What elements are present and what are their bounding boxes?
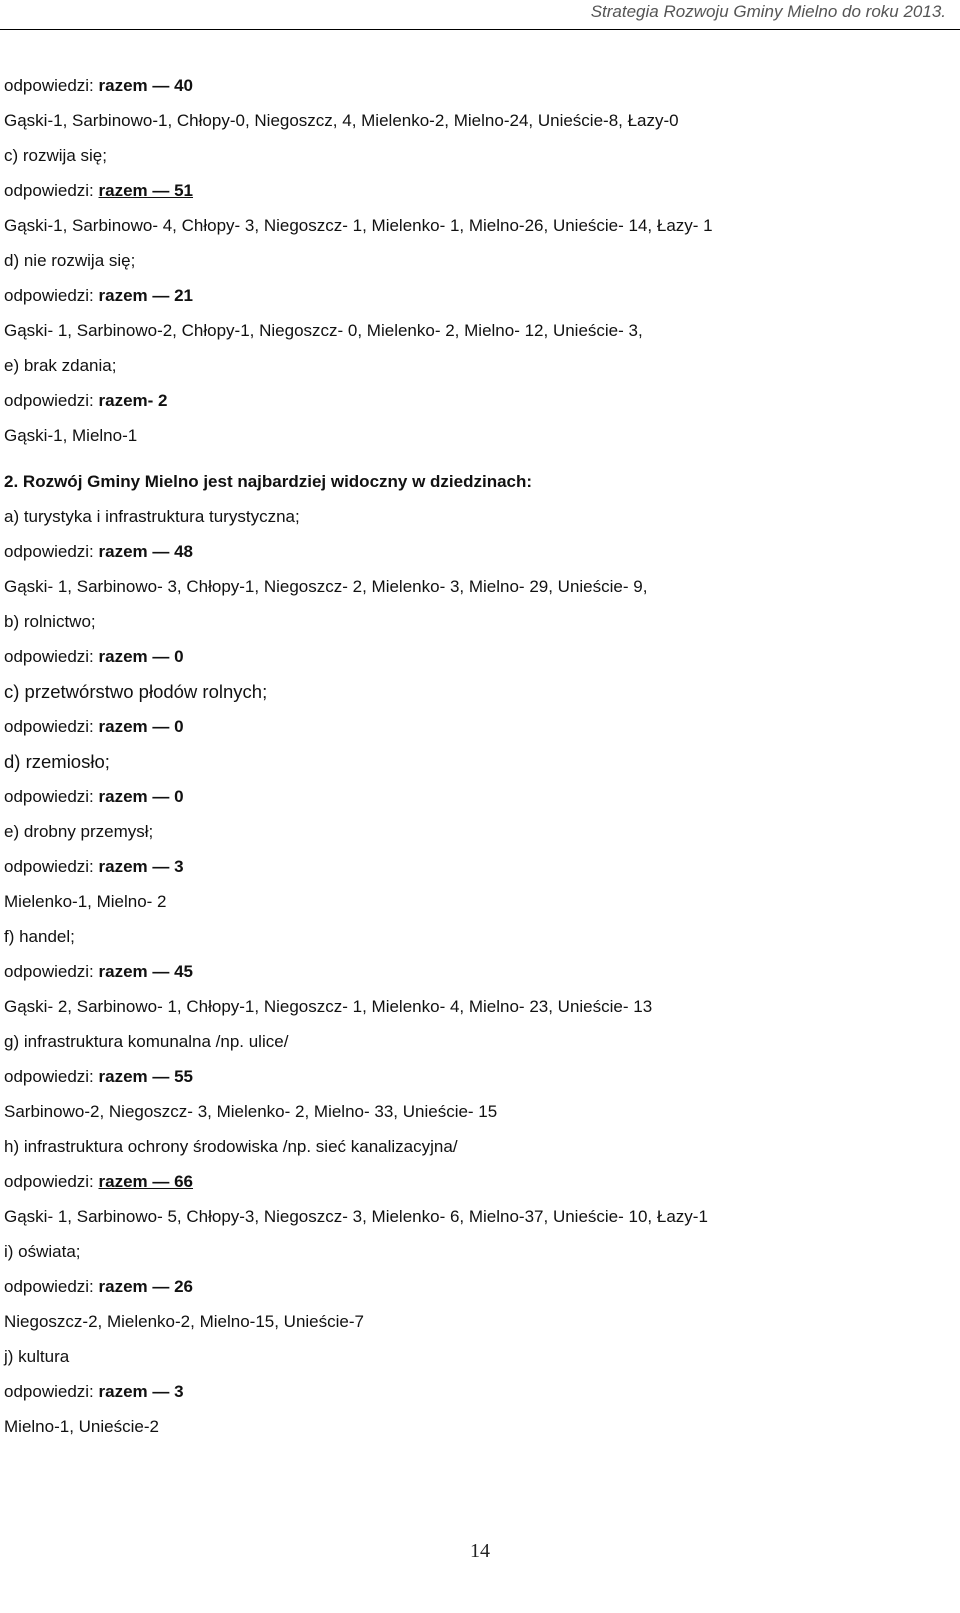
text-line: Gąski- 1, Sarbinowo- 3, Chłopy-1, Niegoszcz- 2, Mielenko- 3, Mielno- 29, Unieście- 9, — [4, 577, 648, 596]
text-line: Gąski-1, Sarbinowo-1, Chłopy-0, Niegoszcz, 4, Mielenko-2, Mielno-24, Unieście-8, Łazy-0 — [4, 111, 679, 130]
response-total: razem — 55 — [98, 1067, 194, 1086]
text-line: e) brak zdania; — [4, 356, 117, 375]
text-line: i) oświata; — [4, 1242, 81, 1261]
response-total-line — [4, 779, 944, 814]
question-number: 2. — [4, 472, 19, 491]
response-total-line — [4, 1269, 944, 1304]
response-label: odpowiedzi: — [4, 181, 94, 200]
response-total: razem — 21 — [98, 286, 194, 305]
response-total-line — [4, 278, 944, 313]
document-title: Strategia Rozwoju Gminy Mielno do roku 2013. — [590, 2, 946, 21]
text-line: a) turystyka i infrastruktura turystyczna; — [4, 507, 300, 526]
response-total-line — [4, 1164, 944, 1199]
text-line: c) rozwija się; — [4, 146, 107, 165]
response-label: odpowiedzi: — [4, 1172, 94, 1191]
response-total-line — [4, 849, 944, 884]
response-total: razem — 0 — [98, 647, 184, 666]
response-label: odpowiedzi: — [4, 391, 94, 410]
text-line: Gąski- 1, Sarbinowo-2, Chłopy-1, Niegoszcz- 0, Mielenko- 2, Mielno- 12, Unieście- 3, — [4, 321, 643, 340]
response-label: odpowiedzi: — [4, 542, 94, 561]
question-text: Rozwój Gminy Mielno jest najbardziej widoczny w dziedzinach: — [22, 472, 533, 491]
response-total: razem- 2 — [98, 391, 168, 410]
text-line: e) drobny przemysł; — [4, 822, 154, 841]
response-label: odpowiedzi: — [4, 1067, 94, 1086]
response-label: odpowiedzi: — [4, 286, 94, 305]
response-total-line — [4, 68, 944, 103]
response-total: razem — 51 — [98, 181, 194, 200]
response-label: odpowiedzi: — [4, 962, 94, 981]
text-line: d) rzemiosło; — [4, 751, 110, 772]
response-total-line — [4, 1059, 944, 1094]
text-line: g) infrastruktura komunalna /np. ulice/ — [4, 1032, 289, 1051]
document-body — [4, 68, 944, 1444]
response-label: odpowiedzi: — [4, 1277, 94, 1296]
text-line: c) przetwórstwo płodów rolnych; — [4, 681, 268, 702]
text-line: f) handel; — [4, 927, 75, 946]
response-total-line — [4, 173, 944, 208]
response-label: odpowiedzi: — [4, 1382, 94, 1401]
response-label: odpowiedzi: — [4, 647, 94, 666]
response-total: razem — 26 — [98, 1277, 194, 1296]
response-total-line — [4, 639, 944, 674]
text-line: b) rolnictwo; — [4, 612, 96, 631]
question-heading — [4, 464, 944, 499]
response-label: odpowiedzi: — [4, 857, 94, 876]
response-total: razem — 45 — [98, 962, 194, 981]
response-total: razem — 40 — [98, 76, 194, 95]
response-total-line — [4, 1374, 944, 1409]
response-label: odpowiedzi: — [4, 76, 94, 95]
text-line: j) kultura — [4, 1347, 70, 1366]
response-total: razem — 3 — [98, 1382, 184, 1401]
text-line: h) infrastruktura ochrony środowiska /np. sieć kanalizacyjna/ — [4, 1137, 458, 1156]
response-total: razem — 48 — [98, 542, 194, 561]
page-header — [0, 0, 960, 30]
response-total-line — [4, 534, 944, 569]
response-total-line — [4, 954, 944, 989]
response-total: razem — 3 — [98, 857, 184, 876]
text-line: Sarbinowo-2, Niegoszcz- 3, Mielenko- 2, Mielno- 33, Unieście- 15 — [4, 1102, 498, 1121]
response-label: odpowiedzi: — [4, 717, 94, 736]
response-total-line — [4, 383, 944, 418]
text-line: Mielno-1, Unieście-2 — [4, 1417, 159, 1436]
response-total: razem — 0 — [98, 787, 184, 806]
text-line: Mielenko-1, Mielno- 2 — [4, 892, 167, 911]
text-line: Niegoszcz-2, Mielenko-2, Mielno-15, Unieście-7 — [4, 1312, 364, 1331]
text-line: Gąski- 2, Sarbinowo- 1, Chłopy-1, Niegoszcz- 1, Mielenko- 4, Mielno- 23, Unieście- 13 — [4, 997, 653, 1016]
text-line: d) nie rozwija się; — [4, 251, 136, 270]
text-line: Gąski- 1, Sarbinowo- 5, Chłopy-3, Niegoszcz- 3, Mielenko- 6, Mielno-37, Unieście- 10, Łazy-1 — [4, 1207, 708, 1226]
response-total-line — [4, 709, 944, 744]
page-number: 14 — [470, 1540, 490, 1562]
response-total: razem — 0 — [98, 717, 184, 736]
response-total: razem — 66 — [98, 1172, 194, 1191]
response-label: odpowiedzi: — [4, 787, 94, 806]
text-line: Gąski-1, Mielno-1 — [4, 426, 138, 445]
text-line: Gąski-1, Sarbinowo- 4, Chłopy- 3, Niegoszcz- 1, Mielenko- 1, Mielno-26, Unieście- 14, Łazy- 1 — [4, 216, 713, 235]
